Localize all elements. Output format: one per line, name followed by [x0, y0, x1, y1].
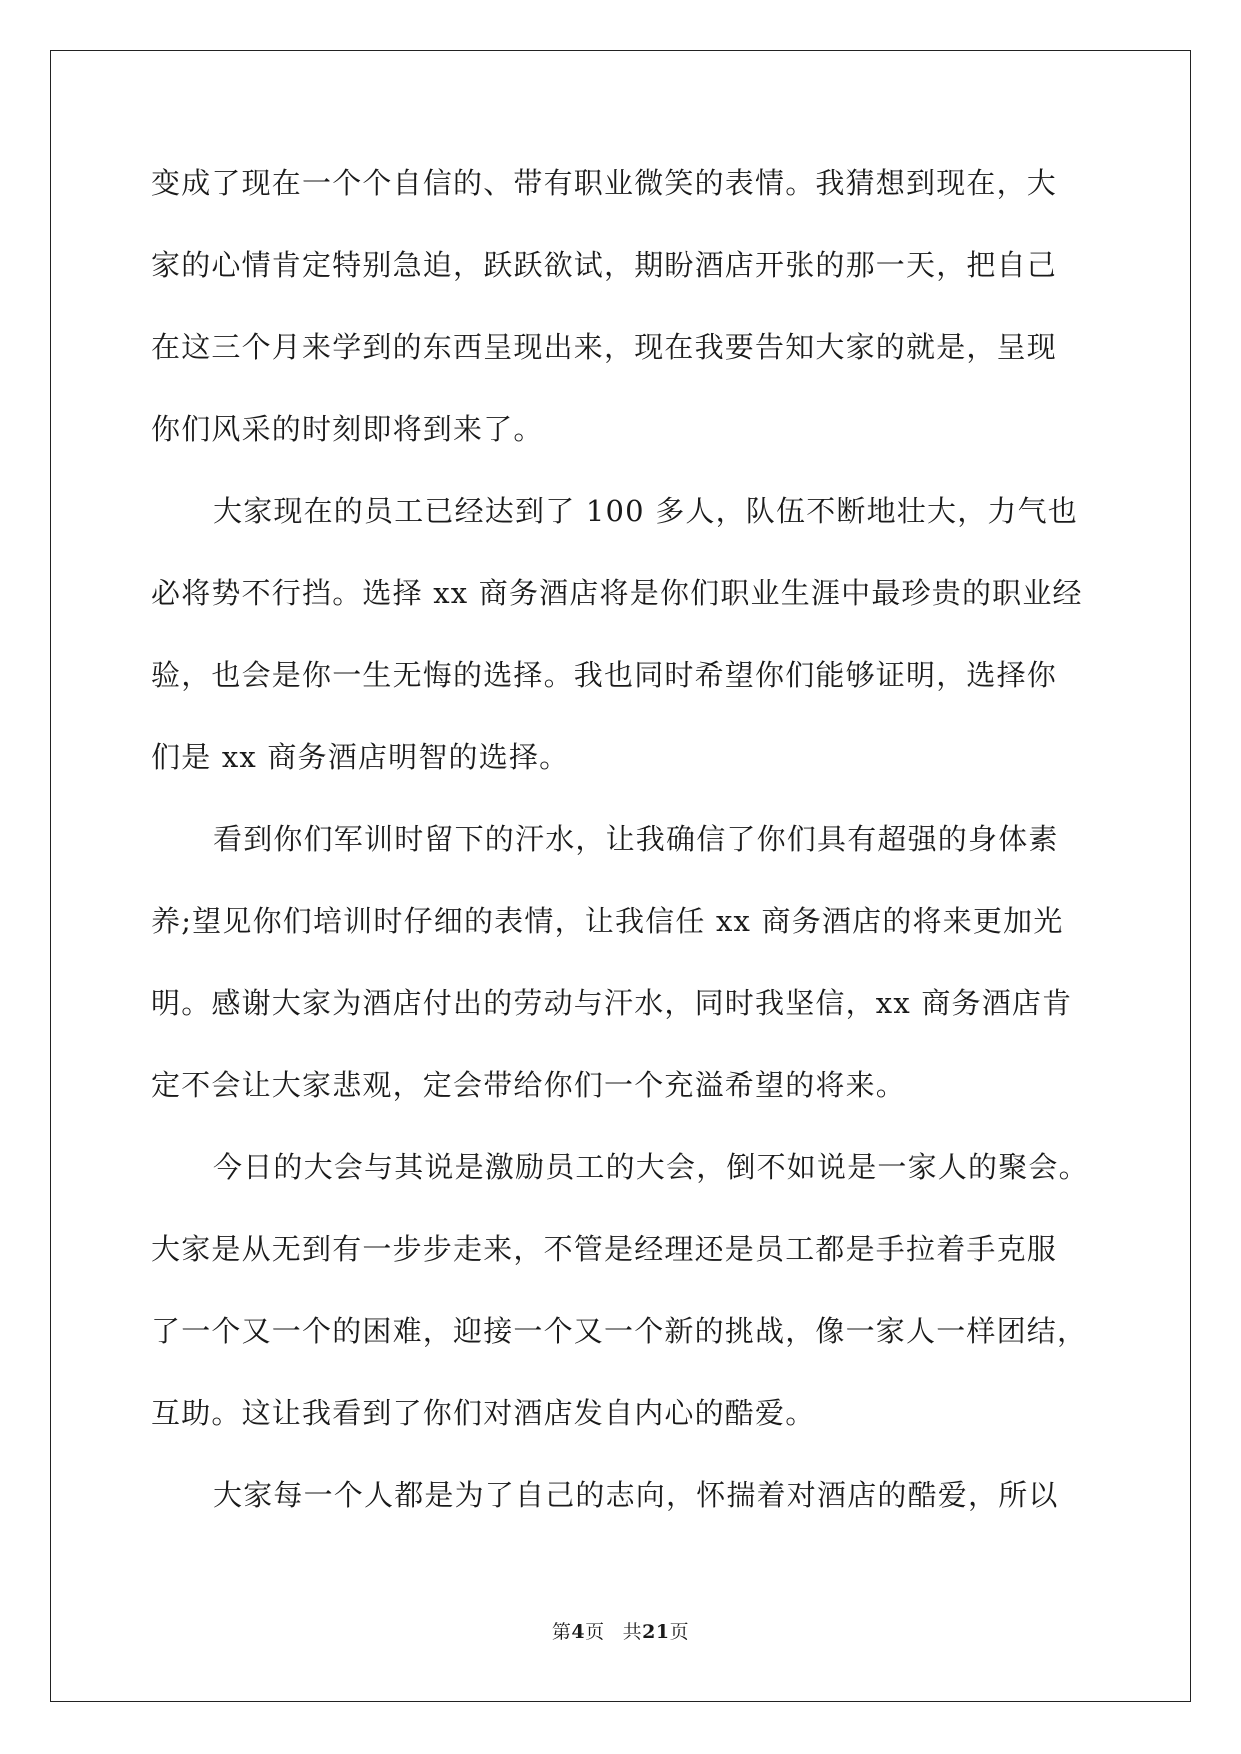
total-prefix: 共: [622, 1621, 643, 1643]
text-line: 们是 xx 商务酒店明智的选择。: [151, 740, 570, 774]
page-number: 4: [571, 1621, 586, 1643]
text-line: 了一个又一个的困难，迎接一个又一个新的挑战，像一家人一样团结，: [151, 1314, 1088, 1348]
page-suffix: 页: [585, 1621, 605, 1643]
text-line: 定不会让大家悲观，定会带给你们一个充溢希望的将来。: [151, 1068, 907, 1102]
text-line: 家的心情肯定特别急迫，跃跃欲试，期盼酒店开张的那一天，把自己: [151, 248, 1058, 282]
text-line: 变成了现在一个个自信的、带有职业微笑的表情。我猜想到现在，大: [151, 166, 1058, 200]
text-line: 大家每一个人都是为了自己的志向，怀揣着对酒店的酷爱，所以: [213, 1478, 1059, 1512]
text-line: 大家现在的员工已经达到了 100 多人，队伍不断地壮大，力气也: [213, 494, 1078, 528]
text-line: 互助。这让我看到了你们对酒店发自内心的酷爱。: [151, 1396, 816, 1430]
text-line: 明。感谢大家为酒店付出的劳动与汗水，同时我坚信，xx 商务酒店肯: [151, 986, 1073, 1020]
text-line: 今日的大会与其说是激励员工的大会，倒不如说是一家人的聚会。: [213, 1150, 1089, 1184]
total-suffix: 页: [669, 1621, 690, 1643]
text-line: 你们风采的时刻即将到来了。: [151, 412, 544, 446]
text-line: 看到你们军训时留下的汗水，让我确信了你们具有超强的身体素: [213, 822, 1059, 856]
text-line: 必将势不行挡。选择 xx 商务酒店将是你们职业生涯中最珍贵的职业经: [151, 576, 1083, 610]
page-prefix: 第: [551, 1621, 572, 1643]
text-line: 验，也会是你一生无悔的选择。我也同时希望你们能够证明，选择你: [151, 658, 1058, 692]
text-line: 在这三个月来学到的东西呈现出来，现在我要告知大家的就是，呈现: [151, 330, 1058, 364]
text-line: 大家是从无到有一步步走来，不管是经理还是员工都是手拉着手克服: [151, 1232, 1058, 1266]
text-line: 养;望见你们培训时仔细的表情，让我信任 xx 商务酒店的将来更加光: [151, 904, 1064, 938]
total-pages: 21: [642, 1621, 670, 1643]
page-footer: [0, 1617, 1241, 1644]
document-body: [151, 163, 1091, 1557]
